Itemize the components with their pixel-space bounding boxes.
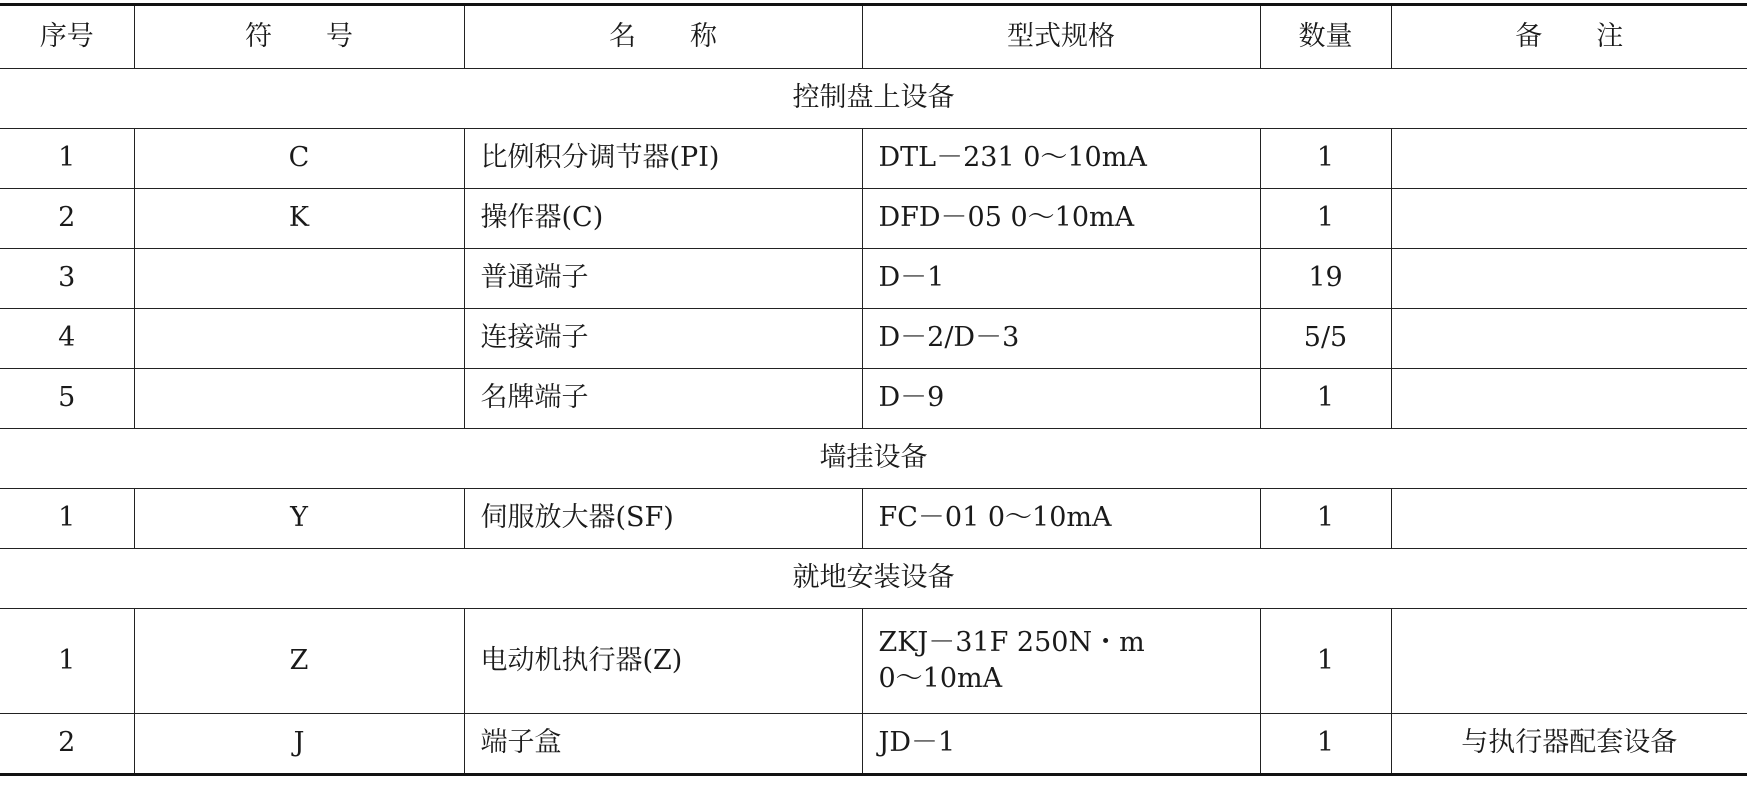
table-row	[0, 609, 1747, 714]
cell-quantity: 1	[1260, 129, 1391, 189]
cell-symbol	[134, 309, 464, 369]
cell-index: 3	[0, 249, 134, 309]
cell-index: 2	[0, 189, 134, 249]
cell-symbol: Z	[134, 609, 464, 714]
cell-name: 名牌端子	[464, 369, 862, 429]
cell-model-line-2: 0～10mA	[878, 663, 1003, 694]
cell-name: 伺服放大器(SF)	[464, 489, 862, 549]
table-row	[0, 189, 1747, 249]
cell-model: FC－01 0～10mA	[862, 489, 1260, 549]
cell-name: 端子盒	[464, 714, 862, 775]
cell-model: DFD－05 0～10mA	[862, 189, 1260, 249]
table-row	[0, 369, 1747, 429]
cell-index: 4	[0, 309, 134, 369]
cell-model: D－9	[862, 369, 1260, 429]
table-header-row	[0, 5, 1747, 69]
header-name: 名 称	[464, 5, 862, 69]
cell-symbol: J	[134, 714, 464, 775]
section-title-field: 就地安装设备	[0, 549, 1747, 609]
cell-name: 比例积分调节器(PI)	[464, 129, 862, 189]
header-remark: 备 注	[1391, 5, 1747, 69]
table-row	[0, 249, 1747, 309]
section-row	[0, 429, 1747, 489]
cell-quantity: 5/5	[1260, 309, 1391, 369]
cell-name: 普通端子	[464, 249, 862, 309]
cell-symbol: C	[134, 129, 464, 189]
cell-quantity: 1	[1260, 189, 1391, 249]
section-title-panel: 控制盘上设备	[0, 69, 1747, 129]
cell-model: D－2/D－3	[862, 309, 1260, 369]
cell-remark	[1391, 309, 1747, 369]
section-row	[0, 69, 1747, 129]
cell-quantity: 1	[1260, 369, 1391, 429]
table-row	[0, 309, 1747, 369]
cell-remark	[1391, 369, 1747, 429]
cell-name: 电动机执行器(Z)	[464, 609, 862, 714]
cell-quantity: 19	[1260, 249, 1391, 309]
cell-remark	[1391, 249, 1747, 309]
cell-index: 1	[0, 609, 134, 714]
cell-remark	[1391, 189, 1747, 249]
section-title-wall: 墙挂设备	[0, 429, 1747, 489]
cell-quantity: 1	[1260, 714, 1391, 775]
cell-name: 连接端子	[464, 309, 862, 369]
cell-remark	[1391, 129, 1747, 189]
cell-model-line-1: ZKJ－31F 250N・m	[878, 626, 1145, 658]
table-row	[0, 489, 1747, 549]
header-quantity: 数量	[1260, 5, 1391, 69]
cell-symbol: K	[134, 189, 464, 249]
cell-model: JD－1	[862, 714, 1260, 775]
cell-model: DTL－231 0～10mA	[862, 129, 1260, 189]
cell-remark	[1391, 489, 1747, 549]
cell-quantity: 1	[1260, 609, 1391, 714]
cell-symbol: Y	[134, 489, 464, 549]
header-index: 序号	[0, 5, 134, 69]
cell-symbol	[134, 249, 464, 309]
cell-symbol	[134, 369, 464, 429]
table-row	[0, 714, 1747, 775]
cell-model	[862, 609, 1260, 714]
cell-remark: 与执行器配套设备	[1391, 714, 1747, 775]
equipment-table	[0, 3, 1747, 776]
section-row	[0, 549, 1747, 609]
table-row	[0, 129, 1747, 189]
header-symbol: 符 号	[134, 5, 464, 69]
cell-index: 1	[0, 129, 134, 189]
cell-remark	[1391, 609, 1747, 714]
cell-quantity: 1	[1260, 489, 1391, 549]
cell-index: 2	[0, 714, 134, 775]
cell-index: 1	[0, 489, 134, 549]
cell-name: 操作器(C)	[464, 189, 862, 249]
cell-index: 5	[0, 369, 134, 429]
cell-model: D－1	[862, 249, 1260, 309]
header-model: 型式规格	[862, 5, 1260, 69]
